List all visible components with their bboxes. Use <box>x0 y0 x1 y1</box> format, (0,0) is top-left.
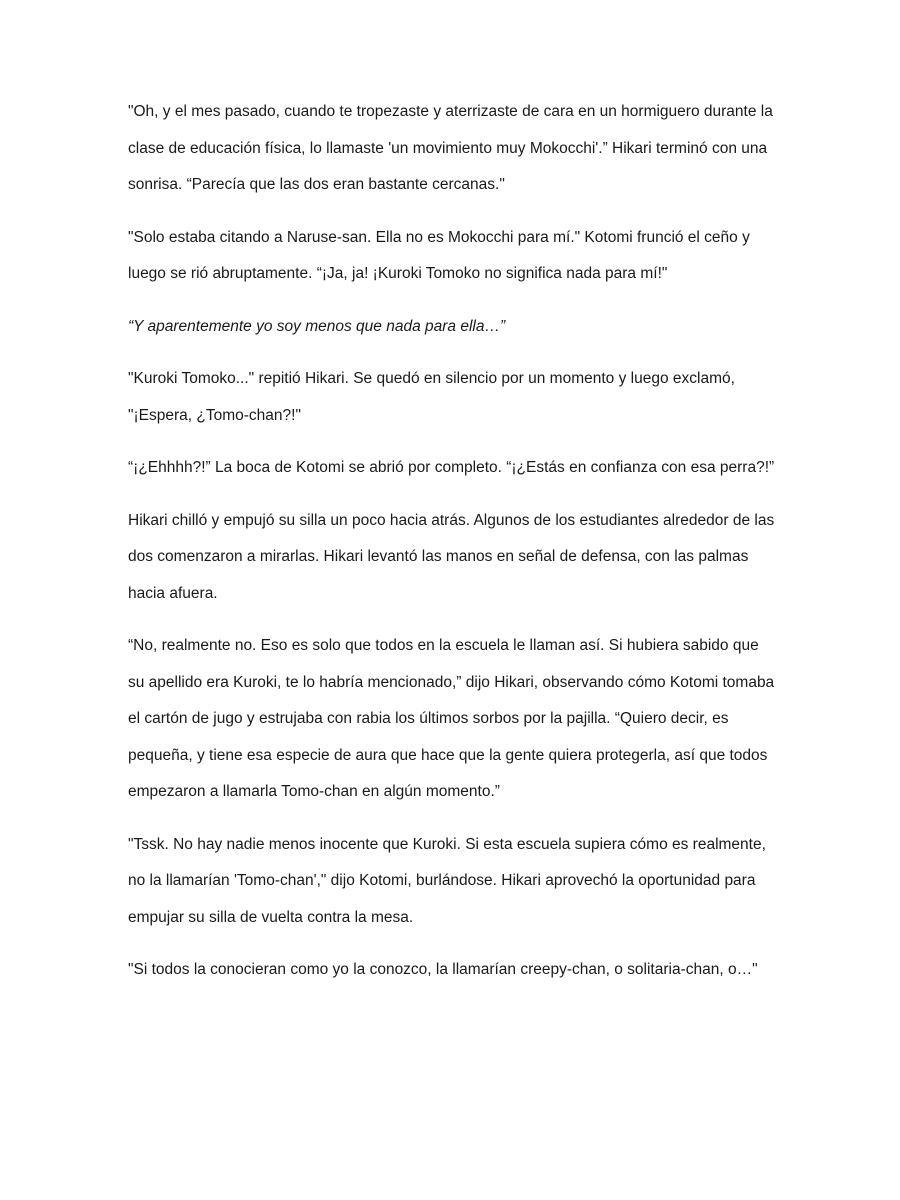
italic-paragraph: “Y aparentemente yo soy menos que nada para ella…” <box>128 317 506 335</box>
paragraph: "Solo estaba citando a Naruse-san. Ella no es Mokocchi para mí." Kotomi frunció el ceño y luego se rió abruptamente. “¡Ja, ja! ¡Kuroki Tomoko no significa nada para mí!" <box>128 228 750 282</box>
paragraph: "Oh, y el mes pasado, cuando te tropezaste y aterrizaste de cara en un hormiguero durante la clase de educación física, lo llamaste 'un movimiento muy Mokocchi'.” Hikari terminó con una sonrisa. “Parecía que las dos eran bastante cercanas." <box>128 103 773 193</box>
paragraph: "Si todos la conocieran como yo la conozco, la llamarían creepy-chan, o solitaria-chan, o…" <box>128 961 758 978</box>
paragraph: “No, realmente no. Eso es solo que todos en la escuela le llaman así. Si hubiera sabido que su apellido era Kuroki, te lo habría mencionado,” dijo Hikari, observando cómo Kotomi tomaba el cartón de jugo y estrujaba con rabia los últimos sorbos por la pajilla. “Quiero decir, es pequeña, y tiene esa especie de aura que hace que la gente quiera protegerla, así que todos empezaron a llamarla Tomo-chan en algún momento.” <box>128 637 775 800</box>
paragraph: "Kuroki Tomoko..." repitió Hikari. Se quedó en silencio por un momento y luego exclamó, "¡Espera, ¿Tomo-chan?!" <box>128 370 735 424</box>
paragraph: "Tssk. No hay nadie menos inocente que Kuroki. Si esta escuela supiera cómo es realmente, no la llamarían 'Tomo-chan'," dijo Kotomi, burlándose. Hikari aprovechó la oportunidad para empujar su silla de vuelta contra la mesa. <box>128 835 766 926</box>
paragraph: Hikari chilló y empujó su silla un poco hacia atrás. Algunos de los estudiantes alrededor de las dos comenzaron a mirarlas. Hikari levantó las manos en señal de defensa, con las palmas hacia afuera. <box>128 511 775 602</box>
text-body <box>128 94 776 1005</box>
paragraph: “¡¿Ehhhh?!” La boca de Kotomi se abrió por completo. “¡¿Estás en confianza con esa perra?!” <box>128 459 775 476</box>
